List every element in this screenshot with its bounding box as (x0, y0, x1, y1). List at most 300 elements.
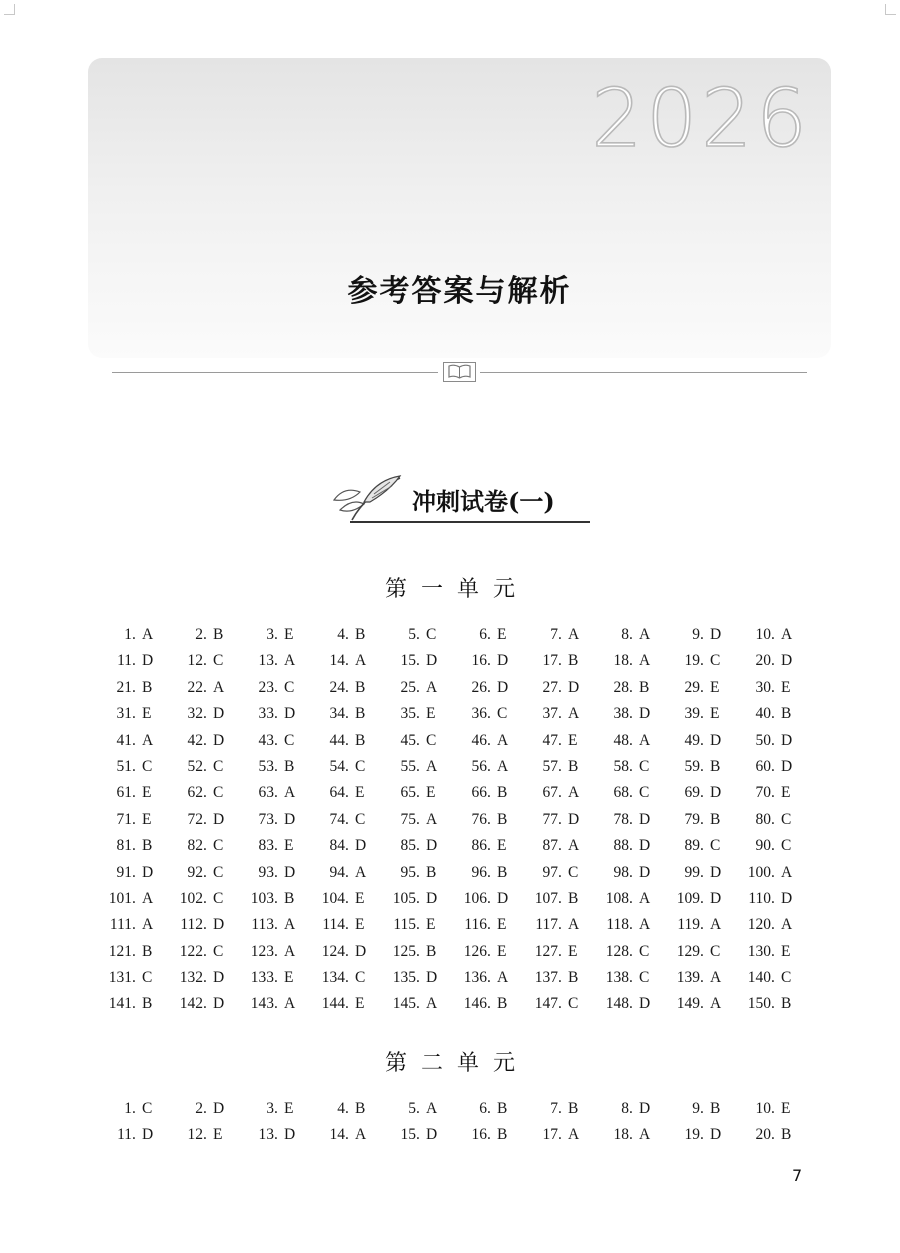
answer-letter: D (639, 837, 651, 855)
answer-item: 96. B (443, 860, 533, 886)
question-number: 14 (329, 1126, 345, 1144)
question-number: 78 (613, 810, 629, 828)
answer-item: 144. E (301, 991, 391, 1017)
answer-letter: E (355, 995, 365, 1013)
answer-item: 142. D (159, 991, 249, 1017)
question-number: 56 (471, 757, 487, 775)
question-number: 43 (258, 731, 274, 749)
question-number: 101 (108, 889, 132, 907)
answer-item: 147. C (514, 991, 604, 1017)
answer-letter: D (781, 757, 793, 775)
answer-letter: D (497, 652, 509, 670)
answer-item: 60. D (727, 754, 817, 780)
answer-item: 16. D (443, 648, 533, 674)
question-number: 89 (684, 837, 700, 855)
answer-item: 106. D (443, 886, 533, 912)
answer-letter: D (568, 678, 580, 696)
answer-item: 69. D (656, 780, 746, 806)
answer-letter: E (497, 626, 507, 643)
answer-item: 53. B (230, 754, 320, 780)
question-number: 115 (393, 916, 416, 934)
question-number: 105 (392, 889, 416, 907)
answer-item: 73. D (230, 807, 320, 833)
question-number: 82 (187, 837, 203, 855)
answer-item: 18. A (585, 648, 675, 674)
answer-item: 65. E (372, 780, 462, 806)
answer-letter: E (568, 942, 578, 960)
question-number: 94 (329, 863, 345, 881)
answer-letter: A (142, 916, 154, 934)
question-number: 66 (471, 784, 487, 802)
answer-item: 14. A (301, 648, 391, 674)
question-number: 10 (755, 626, 771, 643)
question-number: 63 (258, 784, 274, 802)
question-number: 124 (321, 942, 345, 960)
answer-item: 35. E (372, 701, 462, 727)
answer-letter: B (497, 1126, 508, 1144)
divider-left (112, 372, 438, 373)
answer-item: 143. A (230, 991, 320, 1017)
question-number: 8 (621, 626, 629, 643)
question-number: 65 (400, 784, 416, 802)
answer-item: 20. D (727, 648, 817, 674)
answer-letter: E (142, 784, 152, 802)
answer-letter: D (142, 652, 154, 670)
answer-letter: C (142, 969, 153, 987)
answer-letter: B (426, 863, 437, 881)
answer-letter: D (426, 969, 438, 987)
question-number: 136 (463, 969, 487, 987)
answer-letter: A (284, 942, 296, 960)
answer-letter: C (639, 969, 650, 987)
question-number: 70 (755, 784, 771, 802)
answer-grid-unit-2 (0, 1096, 900, 1149)
answer-item: 17. A (514, 1122, 604, 1148)
answer-item: 64. E (301, 780, 391, 806)
answer-letter: E (497, 916, 507, 934)
answer-letter: C (355, 810, 366, 828)
question-number: 109 (676, 889, 700, 907)
question-number: 59 (684, 757, 700, 775)
answer-letter: D (213, 995, 225, 1013)
question-number: 25 (400, 678, 416, 696)
answer-item: 33. D (230, 701, 320, 727)
answer-item: 146. B (443, 991, 533, 1017)
answer-letter: A (213, 678, 225, 696)
question-number: 12 (187, 652, 203, 670)
question-number: 27 (542, 678, 558, 696)
answer-item: 56. A (443, 754, 533, 780)
answer-letter: A (710, 995, 722, 1013)
question-number: 76 (471, 810, 487, 828)
answer-letter: B (355, 678, 366, 696)
question-number: 112 (180, 916, 203, 934)
answer-item: 71. E (88, 807, 178, 833)
answer-item: 117. A (514, 912, 604, 938)
answer-letter: D (355, 837, 367, 855)
answer-item: 22. A (159, 675, 249, 701)
answer-item: 30. E (727, 675, 817, 701)
answer-letter: B (142, 837, 153, 855)
question-number: 95 (400, 863, 416, 881)
answer-item: 8. A (585, 622, 675, 648)
answer-item: 1. C (88, 1096, 178, 1122)
answer-letter: E (284, 626, 294, 643)
question-number: 147 (534, 995, 558, 1013)
question-number: 32 (187, 705, 203, 723)
question-number: 1 (124, 1100, 132, 1117)
question-number: 50 (755, 731, 771, 749)
question-number: 15 (400, 1126, 416, 1144)
answer-letter: C (639, 757, 650, 775)
answer-letter: B (355, 705, 366, 723)
answer-letter: E (355, 916, 365, 934)
answer-item: 86. E (443, 833, 533, 859)
answer-item: 61. E (88, 780, 178, 806)
answer-letter: B (568, 969, 579, 987)
answer-item: 128. C (585, 939, 675, 965)
answer-letter: A (426, 1100, 438, 1117)
answer-row (0, 754, 900, 780)
answer-letter: C (355, 757, 366, 775)
question-number: 125 (392, 942, 416, 960)
answer-item: 8. D (585, 1096, 675, 1122)
answer-item: 14. A (301, 1122, 391, 1148)
answer-item: 89. C (656, 833, 746, 859)
answer-item: 121. B (88, 939, 178, 965)
answer-letter: A (497, 731, 509, 749)
answer-letter: A (639, 652, 651, 670)
answer-item: 13. D (230, 1122, 320, 1148)
answer-item: 94. A (301, 860, 391, 886)
question-number: 68 (613, 784, 629, 802)
question-number: 39 (684, 705, 700, 723)
answer-item: 138. C (585, 965, 675, 991)
answer-letter: D (781, 889, 793, 907)
answer-letter: E (284, 837, 294, 855)
answer-letter: A (142, 889, 154, 907)
question-number: 123 (250, 942, 274, 960)
exam-title-underline (350, 521, 590, 523)
divider-right (480, 372, 807, 373)
answer-item: 58. C (585, 754, 675, 780)
answer-letter: C (710, 837, 721, 855)
answer-letter: D (781, 652, 793, 670)
answer-item: 137. B (514, 965, 604, 991)
question-number: 53 (258, 757, 274, 775)
answer-row (0, 991, 900, 1017)
answer-item: 84. D (301, 833, 391, 859)
answer-item: 54. C (301, 754, 391, 780)
answer-item: 113. A (230, 912, 320, 938)
answer-item: 136. A (443, 965, 533, 991)
answer-item: 109. D (656, 886, 746, 912)
question-number: 2 (195, 626, 203, 643)
answer-item: 7. A (514, 622, 604, 648)
answer-letter: D (639, 810, 651, 828)
answer-letter: B (426, 942, 437, 960)
answer-letter: C (213, 942, 224, 960)
question-number: 132 (179, 969, 203, 987)
question-number: 104 (321, 889, 345, 907)
answer-letter: A (497, 757, 509, 775)
question-number: 116 (464, 916, 487, 934)
answer-item: 12. E (159, 1122, 249, 1148)
answer-letter: D (426, 1126, 438, 1144)
answer-item: 126. E (443, 939, 533, 965)
answer-item: 9. B (656, 1096, 746, 1122)
answer-row (0, 1096, 900, 1122)
question-number: 99 (684, 863, 700, 881)
answer-letter: E (568, 731, 578, 749)
answer-letter: D (284, 1126, 296, 1144)
question-number: 21 (116, 678, 132, 696)
answer-item: 11. D (88, 1122, 178, 1148)
question-number: 129 (676, 942, 700, 960)
question-number: 47 (542, 731, 558, 749)
answer-letter: C (213, 863, 224, 881)
answer-letter: A (568, 626, 580, 643)
answer-letter: E (426, 916, 436, 934)
question-number: 4 (337, 626, 345, 643)
answer-letter: A (142, 731, 154, 749)
answer-item: 74. C (301, 807, 391, 833)
answer-item: 105. D (372, 886, 462, 912)
answer-item: 125. B (372, 939, 462, 965)
exam-heading (330, 472, 590, 524)
answer-item: 27. D (514, 675, 604, 701)
question-number: 41 (116, 731, 132, 749)
answer-item: 38. D (585, 701, 675, 727)
header-banner (88, 58, 831, 358)
question-number: 62 (187, 784, 203, 802)
question-number: 22 (187, 678, 203, 696)
answer-letter: B (497, 863, 508, 881)
answer-item: 26. D (443, 675, 533, 701)
question-number: 113 (251, 916, 274, 934)
answer-letter: B (213, 626, 224, 643)
question-number: 137 (534, 969, 558, 987)
question-number: 33 (258, 705, 274, 723)
answer-letter: C (284, 731, 295, 749)
question-number: 80 (755, 810, 771, 828)
answer-letter: A (426, 757, 438, 775)
answer-letter: A (355, 863, 367, 881)
answer-letter: C (213, 784, 224, 802)
answer-item: 130. E (727, 939, 817, 965)
question-number: 133 (250, 969, 274, 987)
question-number: 144 (321, 995, 345, 1013)
answer-item: 95. B (372, 860, 462, 886)
answer-item: 133. E (230, 965, 320, 991)
answer-letter: A (781, 916, 793, 934)
question-number: 7 (550, 1100, 558, 1117)
answer-letter: B (781, 1126, 792, 1144)
question-number: 11 (117, 652, 132, 670)
answer-item: 79. B (656, 807, 746, 833)
answer-letter: C (213, 652, 224, 670)
question-number: 54 (329, 757, 345, 775)
answer-item: 123. A (230, 939, 320, 965)
answer-letter: A (426, 678, 438, 696)
question-number: 57 (542, 757, 558, 775)
question-number: 31 (116, 705, 132, 723)
answer-letter: B (568, 757, 579, 775)
answer-row (0, 1122, 900, 1148)
answer-row (0, 780, 900, 806)
answer-letter: A (568, 784, 580, 802)
question-number: 16 (471, 1126, 487, 1144)
answer-item: 148. D (585, 991, 675, 1017)
question-number: 122 (179, 942, 203, 960)
question-number: 72 (187, 810, 203, 828)
question-number: 44 (329, 731, 345, 749)
answer-letter: A (284, 995, 296, 1013)
answer-letter: B (568, 889, 579, 907)
answer-letter: E (781, 1100, 791, 1117)
question-number: 121 (108, 942, 132, 960)
answer-item: 11. D (88, 648, 178, 674)
answer-item: 46. A (443, 728, 533, 754)
answer-letter: A (142, 626, 154, 643)
answer-letter: D (710, 626, 722, 643)
answer-letter: E (213, 1126, 223, 1144)
answer-letter: E (781, 784, 791, 802)
question-number: 28 (613, 678, 629, 696)
leaf-pen-icon (330, 472, 408, 522)
answer-letter: A (426, 810, 438, 828)
question-number: 58 (613, 757, 629, 775)
answer-letter: B (497, 1100, 508, 1117)
answer-item: 77. D (514, 807, 604, 833)
question-number: 93 (258, 863, 274, 881)
answer-item: 91. D (88, 860, 178, 886)
question-number: 52 (187, 757, 203, 775)
question-number: 145 (392, 995, 416, 1013)
question-number: 135 (392, 969, 416, 987)
answer-letter: C (142, 757, 153, 775)
answer-letter: A (639, 1126, 651, 1144)
answer-letter: C (426, 731, 437, 749)
answer-item: 15. D (372, 1122, 462, 1148)
answer-letter: E (284, 969, 294, 987)
answer-item: 4. B (301, 622, 391, 648)
answer-letter: B (284, 889, 295, 907)
answer-letter: D (639, 705, 651, 723)
answer-item: 17. B (514, 648, 604, 674)
answer-letter: E (781, 678, 791, 696)
answer-item: 6. E (443, 622, 533, 648)
answer-item: 6. B (443, 1096, 533, 1122)
answer-row (0, 912, 900, 938)
question-number: 3 (266, 1100, 274, 1117)
answer-letter: A (355, 1126, 367, 1144)
question-number: 74 (329, 810, 345, 828)
question-number: 149 (676, 995, 700, 1013)
answer-letter: D (426, 652, 438, 670)
question-number: 148 (605, 995, 629, 1013)
question-number: 5 (408, 1100, 416, 1117)
answer-letter: C (142, 1100, 153, 1117)
answer-row (0, 648, 900, 674)
question-number: 16 (471, 652, 487, 670)
answer-item: 29. E (656, 675, 746, 701)
answer-letter: C (213, 757, 224, 775)
answer-item: 150. B (727, 991, 817, 1017)
answer-letter: B (568, 1100, 579, 1117)
answer-letter: B (568, 652, 579, 670)
answer-letter: A (639, 916, 651, 934)
answer-item: 21. B (88, 675, 178, 701)
answer-letter: E (355, 784, 365, 802)
question-number: 83 (258, 837, 274, 855)
answer-letter: D (284, 863, 296, 881)
question-number: 13 (258, 652, 274, 670)
question-number: 7 (550, 626, 558, 643)
answer-letter: C (781, 969, 792, 987)
answer-item: 40. B (727, 701, 817, 727)
page-title: 参考答案与解析 (347, 274, 572, 309)
answer-item: 32. D (159, 701, 249, 727)
question-number: 88 (613, 837, 629, 855)
answer-row (0, 965, 900, 991)
answer-letter: A (497, 969, 509, 987)
question-number: 61 (116, 784, 132, 802)
answer-item: 127. E (514, 939, 604, 965)
answer-item: 5. A (372, 1096, 462, 1122)
answer-item: 76. B (443, 807, 533, 833)
answer-letter: D (710, 889, 722, 907)
answer-item: 68. C (585, 780, 675, 806)
answer-letter: D (568, 810, 580, 828)
question-number: 139 (676, 969, 700, 987)
question-number: 150 (747, 995, 771, 1013)
answer-item: 145. A (372, 991, 462, 1017)
answer-item: 85. D (372, 833, 462, 859)
answer-letter: D (213, 1100, 225, 1117)
answer-item: 48. A (585, 728, 675, 754)
answer-letter: E (426, 705, 436, 723)
answer-item: 1. A (88, 622, 178, 648)
answer-letter: E (142, 705, 152, 723)
crop-mark-top-left (4, 4, 15, 15)
question-number: 92 (187, 863, 203, 881)
question-number: 86 (471, 837, 487, 855)
answer-item: 5. C (372, 622, 462, 648)
answer-item: 75. A (372, 807, 462, 833)
question-number: 2 (195, 1100, 203, 1117)
answer-letter: D (213, 969, 225, 987)
answer-item: 87. A (514, 833, 604, 859)
answer-row (0, 939, 900, 965)
answer-letter: B (497, 784, 508, 802)
answer-item: 135. D (372, 965, 462, 991)
answer-item: 10. E (727, 1096, 817, 1122)
question-number: 17 (542, 652, 558, 670)
question-number: 102 (179, 889, 203, 907)
answer-item: 102. C (159, 886, 249, 912)
question-number: 140 (747, 969, 771, 987)
question-number: 40 (755, 705, 771, 723)
answer-letter: A (568, 916, 580, 934)
answer-item: 13. A (230, 648, 320, 674)
question-number: 108 (605, 889, 629, 907)
answer-letter: C (639, 784, 650, 802)
answer-item: 116. E (443, 912, 533, 938)
answer-letter: B (497, 810, 508, 828)
answer-item: 37. A (514, 701, 604, 727)
question-number: 67 (542, 784, 558, 802)
